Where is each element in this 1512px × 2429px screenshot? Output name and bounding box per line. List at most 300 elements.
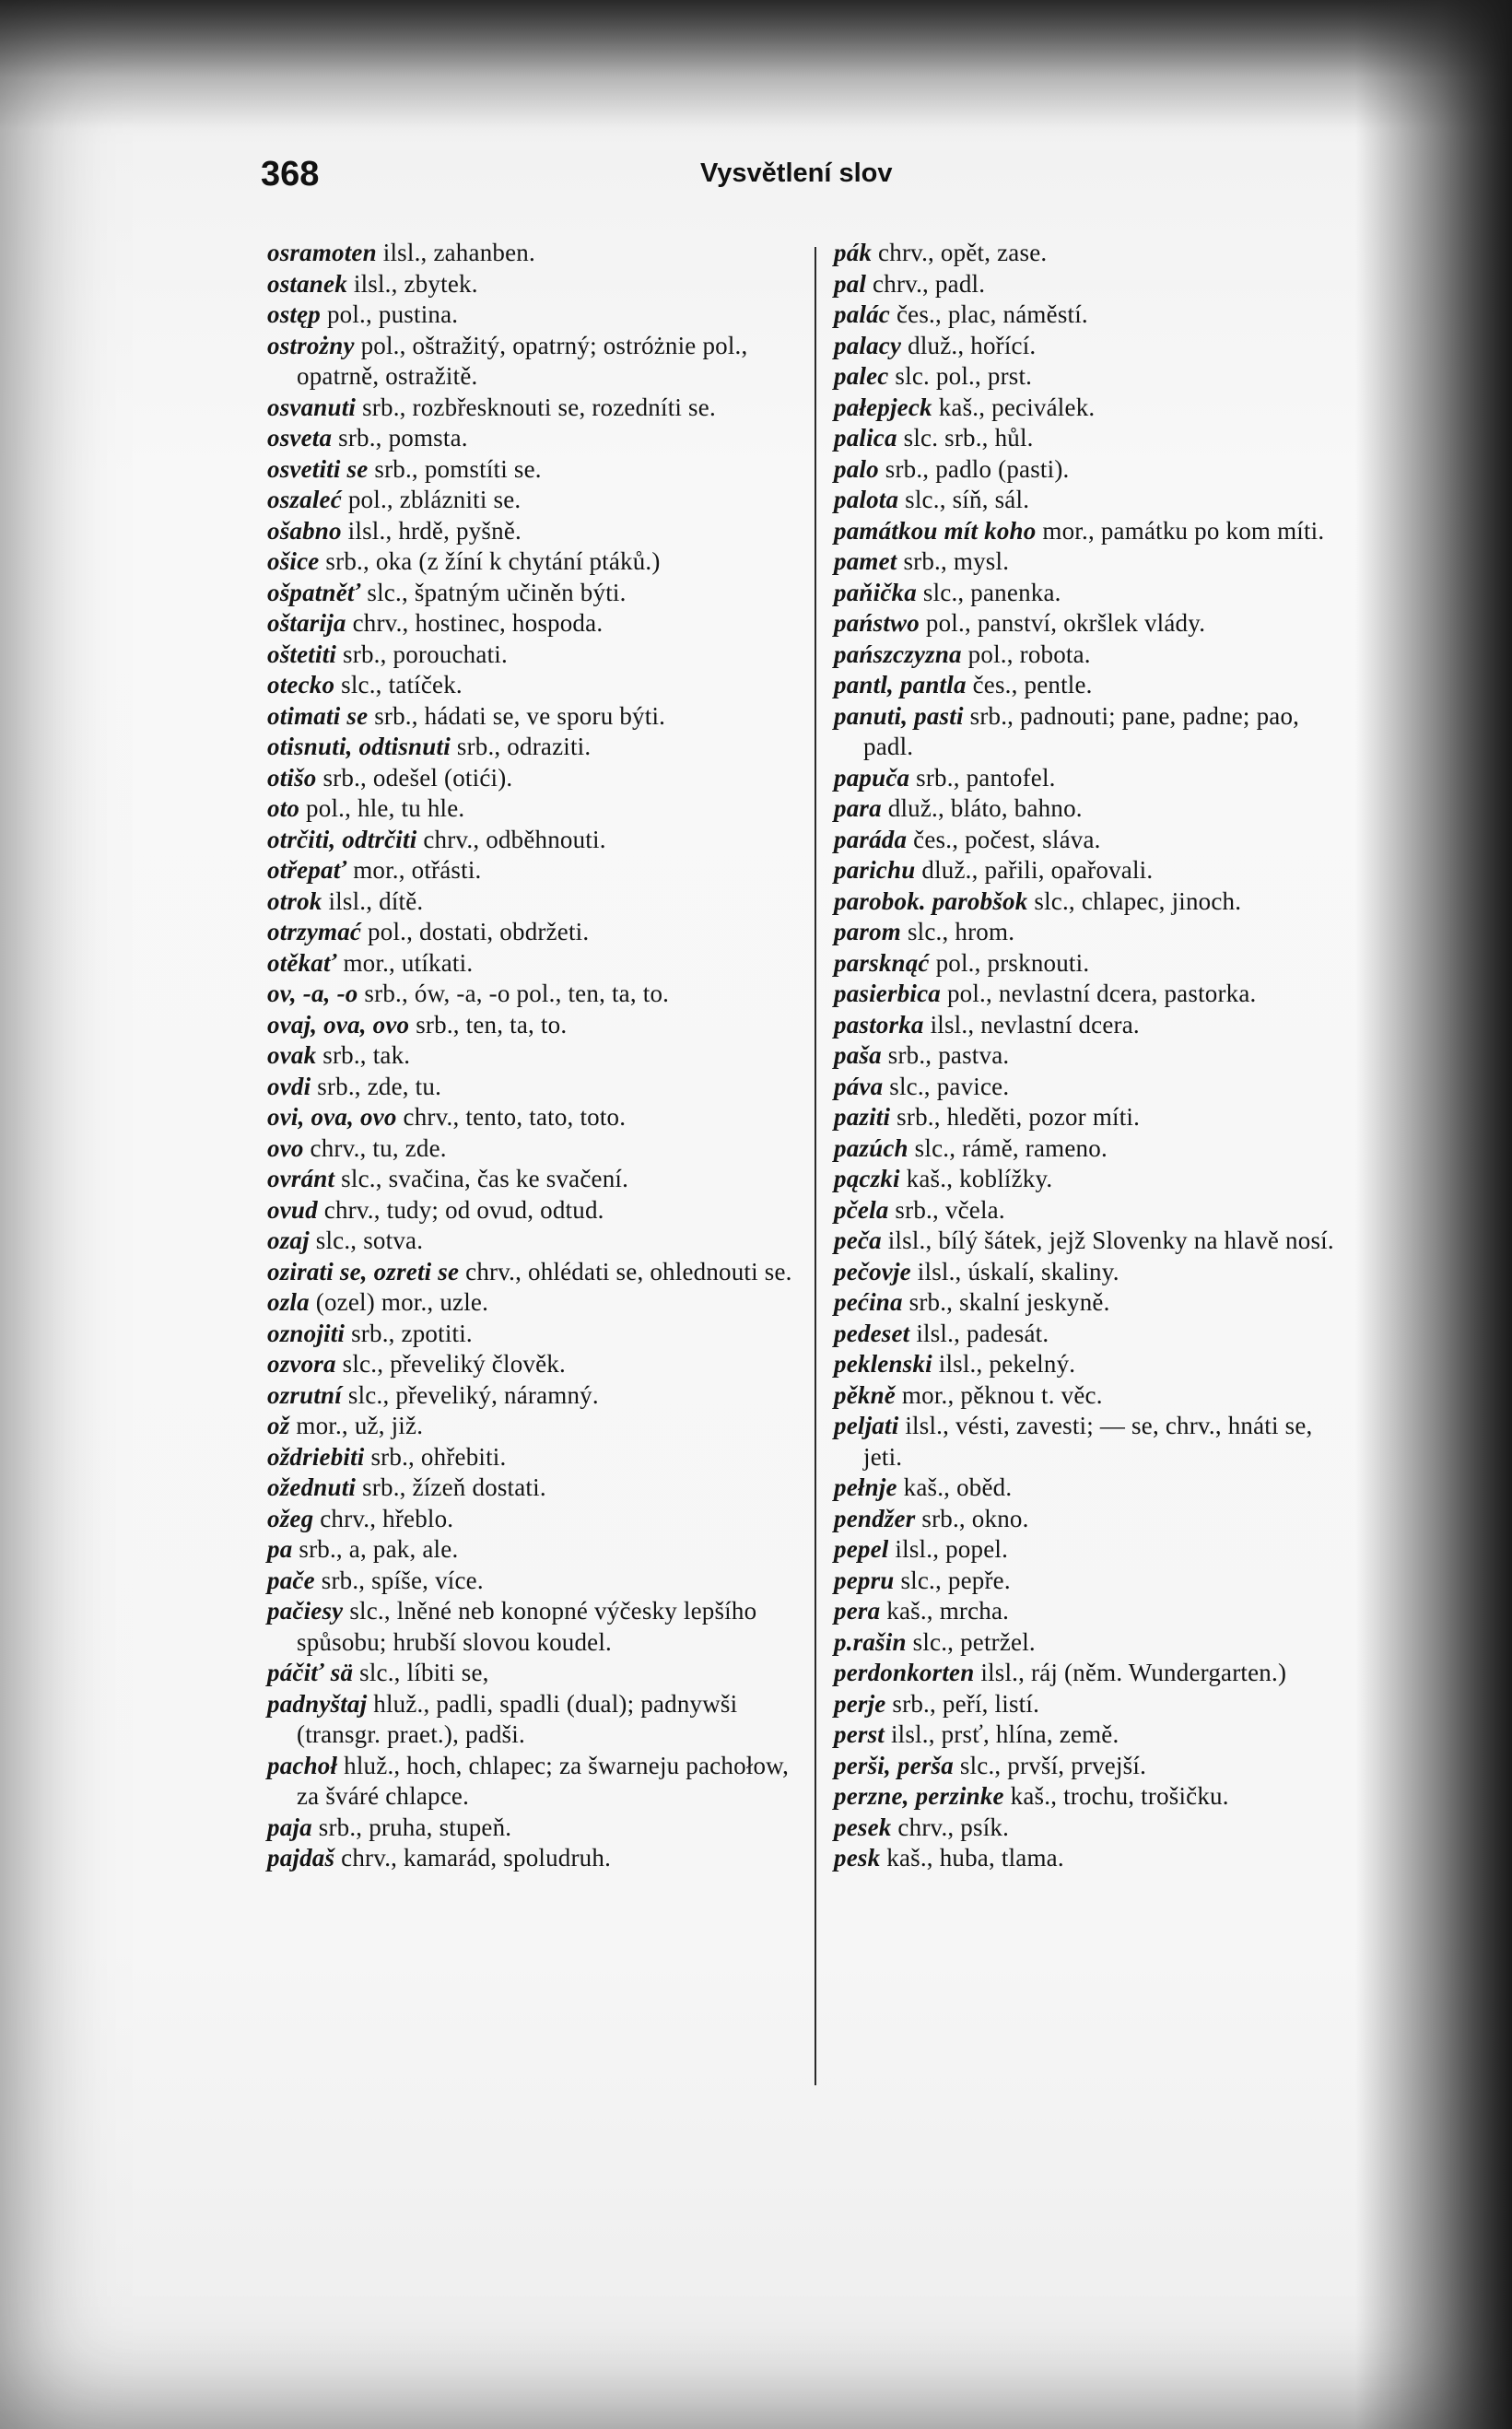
entry-headword: pesek — [834, 1813, 892, 1841]
entry-headword: ož — [267, 1412, 290, 1439]
entry-headword: osveta — [267, 424, 333, 452]
entry-headword: ostrożny — [267, 331, 355, 359]
entry-definition: pol., prsknouti. — [929, 948, 1090, 977]
entry-headword: otišo — [267, 763, 317, 792]
entry-definition: srb., padnouti; pane, padne; pao, padl. — [863, 701, 1300, 760]
entry-headword: paňička — [834, 578, 917, 606]
entry-definition: slc., převeliký člověk. — [335, 1350, 566, 1378]
dictionary-entry — [834, 269, 1354, 300]
dictionary-entry — [267, 886, 802, 918]
entry-headword: ostanek — [267, 269, 347, 298]
dictionary-entry — [834, 1658, 1354, 1689]
entry-definition: dluž., bláto, bahno. — [881, 794, 1083, 822]
entry-headword: pałepjeck — [834, 393, 932, 421]
entry-definition: mor., památku po kom míti. — [1036, 516, 1325, 545]
dictionary-entry — [267, 640, 802, 671]
dictionary-entry — [267, 1813, 802, 1844]
entry-definition: slc., převeliký, náramný. — [341, 1380, 599, 1409]
dictionary-entry — [834, 1596, 1354, 1627]
entry-headword: oždriebiti — [267, 1442, 365, 1471]
entry-headword: otimati se — [267, 701, 369, 730]
entry-definition: ilsl., ráj (něm. Wundergarten.) — [974, 1659, 1287, 1686]
dictionary-entry — [267, 1534, 802, 1566]
entry-definition: slc., prvší, prvejší. — [953, 1751, 1147, 1779]
entry-headword: peklenski — [834, 1350, 932, 1378]
entry-headword: ovaj, ova, ovo — [267, 1010, 410, 1038]
entry-headword: oto — [267, 794, 300, 822]
entry-headword: otěkať — [267, 948, 337, 977]
entry-definition: kaš., koblížky. — [899, 1165, 1053, 1192]
entry-headword: palota — [834, 486, 899, 513]
entry-definition: slc., petržel. — [906, 1627, 1036, 1656]
dictionary-entry — [834, 1133, 1354, 1165]
dictionary-entry — [834, 1504, 1354, 1535]
dictionary-entry — [834, 516, 1354, 547]
dictionary-entry — [267, 1473, 802, 1504]
dictionary-entry — [834, 640, 1354, 671]
dictionary-entry — [834, 1349, 1354, 1380]
dictionary-entry — [267, 855, 802, 886]
entry-definition: pol., pustina. — [321, 300, 459, 328]
dictionary-entry — [267, 732, 802, 763]
entry-headword: palo — [834, 454, 879, 483]
dictionary-entry — [267, 1751, 802, 1813]
entry-definition: slc. srb., hůl. — [897, 424, 1034, 452]
entry-definition: čes., počest, sláva. — [907, 825, 1101, 853]
entry-definition: chrv., ohlédati se, ohlednouti se. — [459, 1257, 792, 1285]
entry-definition: slc., tatíček. — [334, 671, 463, 698]
entry-definition: pol., oštražitý, opatrný; ostróżnie pol., opatrně, ostražitě. — [297, 331, 748, 390]
page-shadow-top — [0, 0, 1512, 129]
dictionary-entry — [834, 423, 1354, 454]
entry-headword: pačiesy — [267, 1597, 344, 1625]
entry-definition: slc., sotva. — [309, 1226, 424, 1254]
dictionary-entry — [267, 238, 802, 269]
dictionary-entry — [267, 269, 802, 300]
dictionary-entry — [834, 1534, 1354, 1566]
entry-definition: ilsl., popel. — [888, 1535, 1009, 1563]
dictionary-entry — [834, 1781, 1354, 1813]
dictionary-entry — [267, 485, 802, 516]
entry-headword: ožednuti — [267, 1473, 357, 1501]
dictionary-entry — [834, 1040, 1354, 1072]
entry-headword: otrzymać — [267, 918, 362, 945]
dictionary-entry — [267, 1566, 802, 1597]
dictionary-entry — [834, 1566, 1354, 1597]
entry-headword: paša — [834, 1041, 882, 1069]
dictionary-entry — [267, 825, 802, 856]
dictionary-entry — [834, 917, 1354, 948]
entry-headword: parobok. parobšok — [834, 886, 1028, 915]
dictionary-entry — [267, 1010, 802, 1041]
dictionary-entry — [834, 979, 1354, 1010]
entry-headword: pa — [267, 1535, 293, 1563]
entry-headword: pączki — [834, 1165, 900, 1192]
entry-definition: kaš., peciválek. — [932, 393, 1096, 421]
entry-headword: otrčiti, odtrčiti — [267, 825, 417, 853]
dictionary-entry — [834, 1319, 1354, 1350]
entry-headword: osvetiti se — [267, 454, 369, 483]
entry-headword: pák — [834, 239, 873, 266]
entry-definition: chrv., odběhnouti. — [416, 825, 606, 853]
entry-definition: chrv., hřeblo. — [313, 1504, 454, 1532]
dictionary-entry — [834, 825, 1354, 856]
entry-headword: ovak — [267, 1041, 317, 1069]
entry-definition: chrv., psík. — [891, 1813, 1010, 1841]
entry-headword: pazúch — [834, 1133, 908, 1162]
dictionary-entry — [834, 608, 1354, 640]
entry-definition: srb., peří, listí. — [885, 1689, 1040, 1718]
entry-headword: pěkně — [834, 1380, 896, 1409]
entry-definition: chrv., kamarád, spoludruh. — [334, 1844, 612, 1872]
dictionary-entry — [267, 917, 802, 948]
dictionary-entry — [834, 1287, 1354, 1319]
entry-headword: pantl, pantla — [834, 671, 967, 698]
entry-headword: p.rašin — [834, 1627, 907, 1656]
entry-definition: srb., pantofel. — [909, 763, 1056, 792]
entry-definition: slc., svačina, čas ke svačení. — [334, 1165, 629, 1192]
entry-definition: kaš., oběd. — [897, 1473, 1013, 1501]
entry-definition: srb., žízeň dostati. — [356, 1473, 546, 1501]
entry-headword: otecko — [267, 671, 335, 698]
entry-definition: srb., pomsta. — [332, 424, 468, 452]
entry-headword: ovo — [267, 1133, 304, 1162]
entry-definition: slc., panenka. — [916, 578, 1061, 606]
dictionary-entry — [834, 1072, 1354, 1103]
entry-definition: srb., ów, -a, -o pol., ten, ta, to. — [357, 980, 670, 1007]
entry-headword: parsknąć — [834, 948, 930, 977]
entry-definition: mor., pěknou t. věc. — [895, 1380, 1103, 1409]
entry-headword: perzne, perzinke — [834, 1782, 1004, 1810]
entry-headword: paráda — [834, 825, 908, 853]
entry-definition: srb., hleděti, pozor míti. — [890, 1103, 1141, 1131]
dictionary-entry — [267, 1164, 802, 1195]
dictionary-entry — [267, 331, 802, 393]
dictionary-entry — [834, 485, 1354, 516]
dictionary-entry — [267, 578, 802, 609]
entry-headword: pčela — [834, 1195, 889, 1224]
dictionary-entry — [267, 1102, 802, 1133]
entry-definition: kaš., huba, tlama. — [880, 1844, 1064, 1872]
entry-definition: srb., mysl. — [897, 547, 1010, 575]
entry-headword: papuča — [834, 763, 910, 792]
entry-headword: pamet — [834, 547, 897, 575]
dictionary-entry — [267, 1257, 802, 1288]
dictionary-entry — [834, 886, 1354, 918]
entry-headword: ov, -a, -o — [267, 980, 358, 1007]
dictionary-entry — [834, 1689, 1354, 1720]
entry-headword: palec — [834, 362, 889, 390]
dictionary-entry — [267, 423, 802, 454]
entry-headword: otisnuti, odtisnuti — [267, 733, 451, 760]
entry-definition: ilsl., nevlastní dcera. — [923, 1010, 1140, 1038]
entry-headword: pera — [834, 1597, 881, 1625]
entry-headword: oštetiti — [267, 640, 337, 668]
right-column — [834, 238, 1354, 1874]
entry-headword: ozirati se, ozreti se — [267, 1257, 460, 1285]
entry-headword: ošpatněť — [267, 578, 361, 606]
dictionary-entry — [834, 763, 1354, 794]
dictionary-entry — [834, 1813, 1354, 1844]
column-rule — [815, 247, 816, 2085]
entry-headword: perši, perša — [834, 1751, 954, 1779]
entry-definition: slc., chlapec, jinoch. — [1027, 886, 1242, 915]
entry-headword: páčiť sä — [267, 1659, 354, 1686]
entry-definition: chrv., tudy; od ovud, odtud. — [317, 1195, 604, 1224]
entry-headword: pepel — [834, 1535, 889, 1563]
dictionary-entry — [834, 1257, 1354, 1288]
entry-headword: perje — [834, 1689, 886, 1718]
dictionary-entry — [834, 701, 1354, 763]
left-column — [267, 238, 802, 1874]
dictionary-entry — [267, 299, 802, 331]
dictionary-entry — [267, 1287, 802, 1319]
entry-definition: srb., spíše, více. — [314, 1566, 484, 1594]
entry-definition: slc., rámě, rameno. — [908, 1133, 1108, 1162]
entry-definition: srb., tak. — [316, 1041, 411, 1069]
dictionary-entry — [267, 1380, 802, 1412]
entry-headword: pal — [834, 269, 867, 298]
dictionary-entry — [834, 331, 1354, 362]
entry-headword: perdonkorten — [834, 1659, 975, 1686]
entry-definition: pol., robota. — [961, 640, 1091, 668]
entry-definition: srb., padlo (pasti). — [878, 454, 1070, 483]
dictionary-entry — [267, 1133, 802, 1165]
entry-headword: panuti, pasti — [834, 701, 964, 730]
entry-definition: mor., utíkati. — [336, 948, 474, 977]
entry-definition: slc., síň, sál. — [898, 486, 1030, 513]
page-header — [0, 138, 1512, 203]
entry-definition: pol., dostati, obdržeti. — [361, 918, 590, 945]
entry-definition: slc., pepře. — [894, 1566, 1011, 1594]
entry-definition: slc., špatným učiněn býti. — [360, 578, 627, 606]
entry-headword: pečovje — [834, 1257, 911, 1285]
entry-headword: osvanuti — [267, 393, 357, 421]
entry-headword: palác — [834, 300, 890, 328]
entry-definition: kaš., trochu, trošičku. — [1003, 1782, 1229, 1810]
dictionary-entry — [834, 1411, 1354, 1473]
entry-definition: mor., už, již. — [289, 1412, 424, 1439]
dictionary-entry — [267, 1319, 802, 1350]
entry-definition: hluž., padli, spadli (dual); padnywši (transgr. praet.), padši. — [297, 1689, 738, 1748]
dictionary-entry — [267, 608, 802, 640]
dictionary-entry — [267, 546, 802, 578]
dictionary-entry — [267, 454, 802, 486]
dictionary-entry — [834, 1010, 1354, 1041]
entry-definition: čes., pentle. — [966, 671, 1093, 698]
entry-definition: pol., zblázniti se. — [341, 486, 522, 513]
entry-headword: ozla — [267, 1288, 310, 1316]
entry-headword: ostęp — [267, 300, 321, 328]
dictionary-entry — [834, 578, 1354, 609]
entry-headword: palica — [834, 424, 897, 452]
entry-definition: srb., zpotiti. — [345, 1319, 473, 1347]
entry-definition: slc. pol., prst. — [888, 362, 1033, 390]
entry-definition: srb., porouchati. — [336, 640, 508, 668]
entry-headword: otřepať — [267, 856, 347, 884]
dictionary-entry — [834, 1751, 1354, 1782]
entry-headword: páva — [834, 1072, 884, 1100]
entry-definition: ilsl., padesát. — [909, 1319, 1049, 1347]
entry-headword: ozaj — [267, 1226, 310, 1254]
entry-definition: ilsl., vésti, zavesti; — se, chrv., hnáti se, jeti. — [863, 1412, 1313, 1471]
entry-headword: palacy — [834, 331, 902, 359]
entry-headword: otrok — [267, 886, 322, 915]
entry-headword: ošice — [267, 547, 320, 575]
entry-headword: památkou mít koho — [834, 516, 1037, 545]
dictionary-entry — [267, 670, 802, 701]
entry-headword: pełnje — [834, 1473, 897, 1501]
dictionary-entry — [834, 1473, 1354, 1504]
entry-definition: ilsl., bílý šátek, jejž Slovenky na hlavě nosí. — [881, 1226, 1334, 1254]
entry-definition: srb., okno. — [915, 1504, 1029, 1532]
entry-headword: ovránt — [267, 1165, 335, 1192]
entry-definition: srb., hádati se, ve sporu býti. — [368, 701, 666, 730]
entry-headword: pajdaš — [267, 1844, 335, 1872]
entry-headword: padnyštaj — [267, 1689, 368, 1718]
dictionary-entry — [834, 546, 1354, 578]
page-shadow-right — [1355, 0, 1512, 2429]
entry-definition: srb., a, pak, ale. — [292, 1535, 459, 1563]
entry-headword: osramoten — [267, 239, 377, 266]
dictionary-entry — [834, 361, 1354, 393]
entry-definition: srb., včela. — [888, 1195, 1005, 1224]
entry-definition: srb., zde, tu. — [311, 1072, 442, 1100]
entry-definition: chrv., opět, zase. — [872, 239, 1048, 266]
dictionary-entry — [834, 948, 1354, 980]
entry-definition: ilsl., hrdě, pyšně. — [341, 516, 522, 545]
dictionary-entry — [834, 855, 1354, 886]
entry-headword: ovi, ova, ovo — [267, 1103, 397, 1131]
entry-headword: pećina — [834, 1288, 903, 1316]
entry-definition: ilsl., pekelný. — [932, 1350, 1076, 1378]
entry-headword: paja — [267, 1813, 312, 1841]
entry-definition: dluž., pařili, opařovali. — [915, 856, 1154, 884]
dictionary-entry — [834, 1627, 1354, 1659]
entry-definition: chrv., padl. — [866, 269, 986, 298]
entry-headword: parom — [834, 918, 902, 945]
dictionary-entry — [267, 1195, 802, 1226]
entry-headword: pastorka — [834, 1010, 924, 1038]
dictionary-entry — [834, 793, 1354, 825]
entry-definition: chrv., tu, zde. — [303, 1133, 447, 1162]
entry-headword: parichu — [834, 856, 916, 884]
dictionary-entry — [267, 516, 802, 547]
dictionary-entry — [267, 793, 802, 825]
dictionary-entry — [267, 1349, 802, 1380]
entry-definition: hluž., hoch, chlapec; za šwarneju pachołow, za šváré chlapce. — [297, 1751, 790, 1810]
dictionary-entry — [834, 454, 1354, 486]
entry-definition: srb., odešel (otići). — [316, 763, 513, 792]
entry-headword: pachoł — [267, 1751, 338, 1779]
entry-definition: ilsl., úskalí, skaliny. — [910, 1257, 1119, 1285]
entry-definition: slc., líbiti se, — [353, 1659, 489, 1686]
dictionary-entry — [267, 1658, 802, 1689]
entry-definition: chrv., tento, tato, toto. — [396, 1103, 627, 1131]
dictionary-entry — [267, 701, 802, 733]
entry-headword: pedeset — [834, 1319, 910, 1347]
dictionary-entry — [267, 1596, 802, 1658]
entry-definition: ilsl., dítě. — [322, 886, 424, 915]
entry-definition: pol., nevlastní dcera, pastorka. — [941, 980, 1257, 1007]
dictionary-entry — [267, 979, 802, 1010]
entry-definition: (ozel) mor., uzle. — [309, 1288, 489, 1316]
entry-definition: srb., pruha, stupeň. — [311, 1813, 512, 1841]
entry-headword: perst — [834, 1720, 885, 1748]
entry-headword: pepru — [834, 1566, 895, 1594]
dictionary-entry — [267, 1442, 802, 1473]
dictionary-entry — [834, 1226, 1354, 1257]
dictionary-entry — [834, 299, 1354, 331]
entry-headword: oznojiti — [267, 1319, 346, 1347]
entry-headword: oštarija — [267, 609, 346, 637]
dictionary-entry — [834, 1719, 1354, 1751]
dictionary-entry — [267, 1040, 802, 1072]
page-number: 368 — [261, 155, 320, 194]
entry-definition: srb., ten, ta, to. — [409, 1010, 568, 1038]
dictionary-entry — [834, 393, 1354, 424]
dictionary-entry — [267, 1411, 802, 1442]
entry-definition: slc., hrom. — [901, 918, 1015, 945]
entry-definition: mor., otřásti. — [346, 856, 482, 884]
dictionary-entry — [267, 1689, 802, 1751]
entry-definition: ilsl., zbytek. — [346, 269, 478, 298]
entry-headword: oszaleć — [267, 486, 342, 513]
entry-headword: pańszczyzna — [834, 640, 962, 668]
dictionary-entry — [267, 1072, 802, 1103]
dictionary-entry — [834, 1164, 1354, 1195]
entry-definition: srb., skalní jeskyně. — [902, 1288, 1110, 1316]
entry-definition: kaš., mrcha. — [880, 1597, 1010, 1625]
entry-definition: srb., odraziti. — [450, 733, 592, 760]
dictionary-entry — [267, 948, 802, 980]
entry-definition: dluž., hořící. — [901, 331, 1037, 359]
entry-headword: peljati — [834, 1412, 899, 1439]
entry-headword: ožeg — [267, 1504, 314, 1532]
dictionary-entry — [834, 1102, 1354, 1133]
dictionary-entry — [834, 1195, 1354, 1226]
dictionary-entry — [834, 1380, 1354, 1412]
entry-headword: ovud — [267, 1195, 318, 1224]
entry-headword: ošabno — [267, 516, 342, 545]
entry-headword: pendžer — [834, 1504, 916, 1532]
entry-definition: slc., pavice. — [883, 1072, 1010, 1100]
entry-headword: pače — [267, 1566, 315, 1594]
entry-definition: srb., ohřebiti. — [364, 1442, 507, 1471]
entry-headword: ozrutní — [267, 1380, 342, 1409]
dictionary-entry — [267, 763, 802, 794]
dictionary-entry — [267, 1504, 802, 1535]
entry-definition: ilsl., prsť, hlína, země. — [885, 1720, 1119, 1748]
entry-definition: slc., lněné neb konopné výčesky lepšího spůsobu; hrubší slovou koudel. — [297, 1597, 757, 1656]
entry-headword: ovdi — [267, 1072, 311, 1100]
dictionary-entry — [834, 670, 1354, 701]
entry-definition: ilsl., zahanben. — [376, 239, 535, 266]
entry-headword: ozvora — [267, 1350, 336, 1378]
entry-headword: państwo — [834, 609, 920, 637]
entry-definition: chrv., hostinec, hospoda. — [346, 609, 604, 637]
entry-definition: srb., oka (z žíní k chytání ptáků.) — [319, 547, 661, 575]
dictionary-entry — [267, 1843, 802, 1874]
entry-headword: pasierbica — [834, 980, 941, 1007]
dictionary-entry — [834, 238, 1354, 269]
entry-headword: paziti — [834, 1103, 891, 1131]
entry-definition: srb., rozbřesknouti se, rozedníti se. — [356, 393, 716, 421]
entry-definition: srb., pastva. — [881, 1041, 1010, 1069]
entry-definition: čes., plac, náměstí. — [890, 300, 1088, 328]
running-head: Vysvětlení slov — [700, 158, 893, 188]
entry-headword: para — [834, 794, 882, 822]
